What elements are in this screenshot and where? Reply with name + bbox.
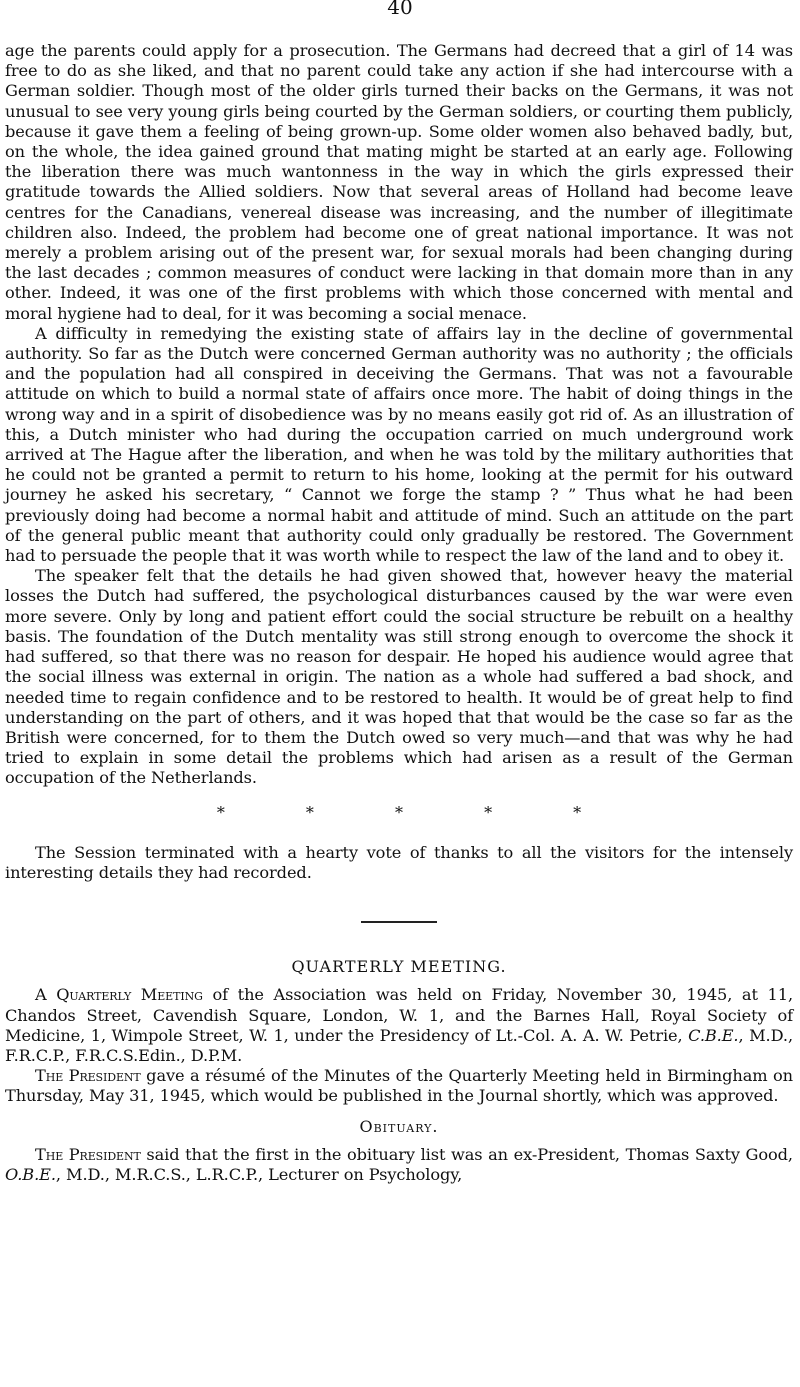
obituary-heading: Obituary. (359, 1116, 439, 1136)
page-number: 40 (387, 0, 413, 19)
paragraph-speaker-conclusion: The speaker felt that the details he had given showed that, however heavy the material losses the Dutch had suffered, the psychological disturbances caused by the war were even more severe. Only by long and patient effort could the social structure be rebuilt on a healthy basis. The foundation of the Dutch mentality was still strong enough to overcome the shock it had suffered, so that there was no reason for despair. He hoped his audience would agree that the social illness was external in origin. The nation as a whole had suffered a bad shock, and needed time to regain confidence and to be restored to health. It would be of great help to find understanding on the part of others, and it was hoped that that would be the case so far as the British were concerned, for to them the Dutch owed so very much—and that was why he had tried to explain in some detail the problems which had arisen as a result of the German occupation of the Netherlands. (5, 566, 793, 788)
paragraph-president-resume (5, 1066, 793, 1106)
article-body (5, 41, 793, 1185)
section-separator-stars: * * * * * (216, 802, 620, 822)
paragraph-authority: A difficulty in remedying the existing state of affairs lay in the decline of governmental authority. So far as the Dutch were concerned German authority was no authority ; the officials and the population had all conspired in deceiving the Germans. That was not a favourable attitude on which to build a normal state of affairs once more. The habit of doing things in the wrong way and in a spirit of disobedience was by no means easily got rid of. As an illustration of this, a Dutch minister who had during the occupation carried on much underground work arrived at The Hague after the liberation, and when he was told by the military authorities that he could not be granted a permit to return to his home, looking at the permit for his outward journey he asked his secretary, “ Cannot we forge the stamp ? ” Thus what he had been previously doing had become a normal habit and attitude of mind. Such an attitude on the part of the general public meant that authority could only gradually be restored. The Government had to persuade the people that it was worth while to respect the law of the land and to obey it. (5, 323, 793, 566)
quarterly-meeting-text-b: , M.D., F.R.C.P., F.R.C.S.Edin., D.P.M. (5, 1025, 793, 1065)
president-resume-text: gave a résumé of the Minutes of the Quarterly Meeting held in Birmingham on Thursday, May 31, 1945, which would be published in the Journal shortly, which was approved. (5, 1066, 793, 1106)
quarterly-meeting-heading: QUARTERLY MEETING. (291, 957, 507, 977)
quarterly-meeting-text-a: of the Association was held on Friday, November 30, 1945, at 11, Chandos Street, Cavendish Square, London, W. 1, and the Barnes Hall, Royal Society of Medicine, 1, Wimpole Street, W. 1, under the Presidency of Lt.-Col. A. A. W. Petrie, (5, 985, 793, 1045)
paragraph-obituary (5, 1145, 793, 1185)
quarterly-meeting-lead: A Quarterly Meeting (35, 985, 203, 1005)
paragraph-session-close: The Session terminated with a hearty vote of thanks to all the visitors for the intensely interesting details they had recorded. (5, 842, 793, 882)
section-divider-rule (361, 921, 437, 923)
obituary-text-b: , M.D., M.R.C.S., L.R.C.P., Lecturer on Psychology, (55, 1164, 463, 1184)
obe-title: O.B.E. (5, 1164, 56, 1184)
cbe-title: C.B.E. (688, 1025, 739, 1045)
paragraph-quarterly-meeting (5, 985, 793, 1066)
paragraph-wantonness: age the parents could apply for a prosecution. The Germans had decreed that a girl of 14 was free to do as she liked, and that no parent could take any action if she had intercourse with a German soldier. Though most of the older girls turned their backs on the Germans, it was not unusual to see very young girls being courted by the German soldiers, or courting them publicly, because it gave them a feeling of being grown-up. Some older women also behaved badly, but, on the whole, the idea gained ground that mating might be started at an early age. Following the liberation there was much wantonness in the way in which the girls expressed their gratitude towards the Allied soldiers. Now that several areas of Holland had become leave centres for the Canadians, venereal disease was increasing, and the number of illegitimate children also. Indeed, the problem had become one of great national importance. It was not merely a problem arising out of the present war, for sexual morals had been changing during the last decades ; common measures of conduct were lacking in that domain more than in any other. Indeed, it was one of the first problems with which those concerned with mental and moral hygiene had to deal, for it was becoming a social menace. (5, 41, 793, 323)
obituary-text-a: said that the first in the obituary list was an ex-President, Thomas Saxty Good, (140, 1144, 793, 1164)
president-lead: The President (35, 1066, 141, 1086)
obituary-lead: The President (35, 1144, 141, 1164)
